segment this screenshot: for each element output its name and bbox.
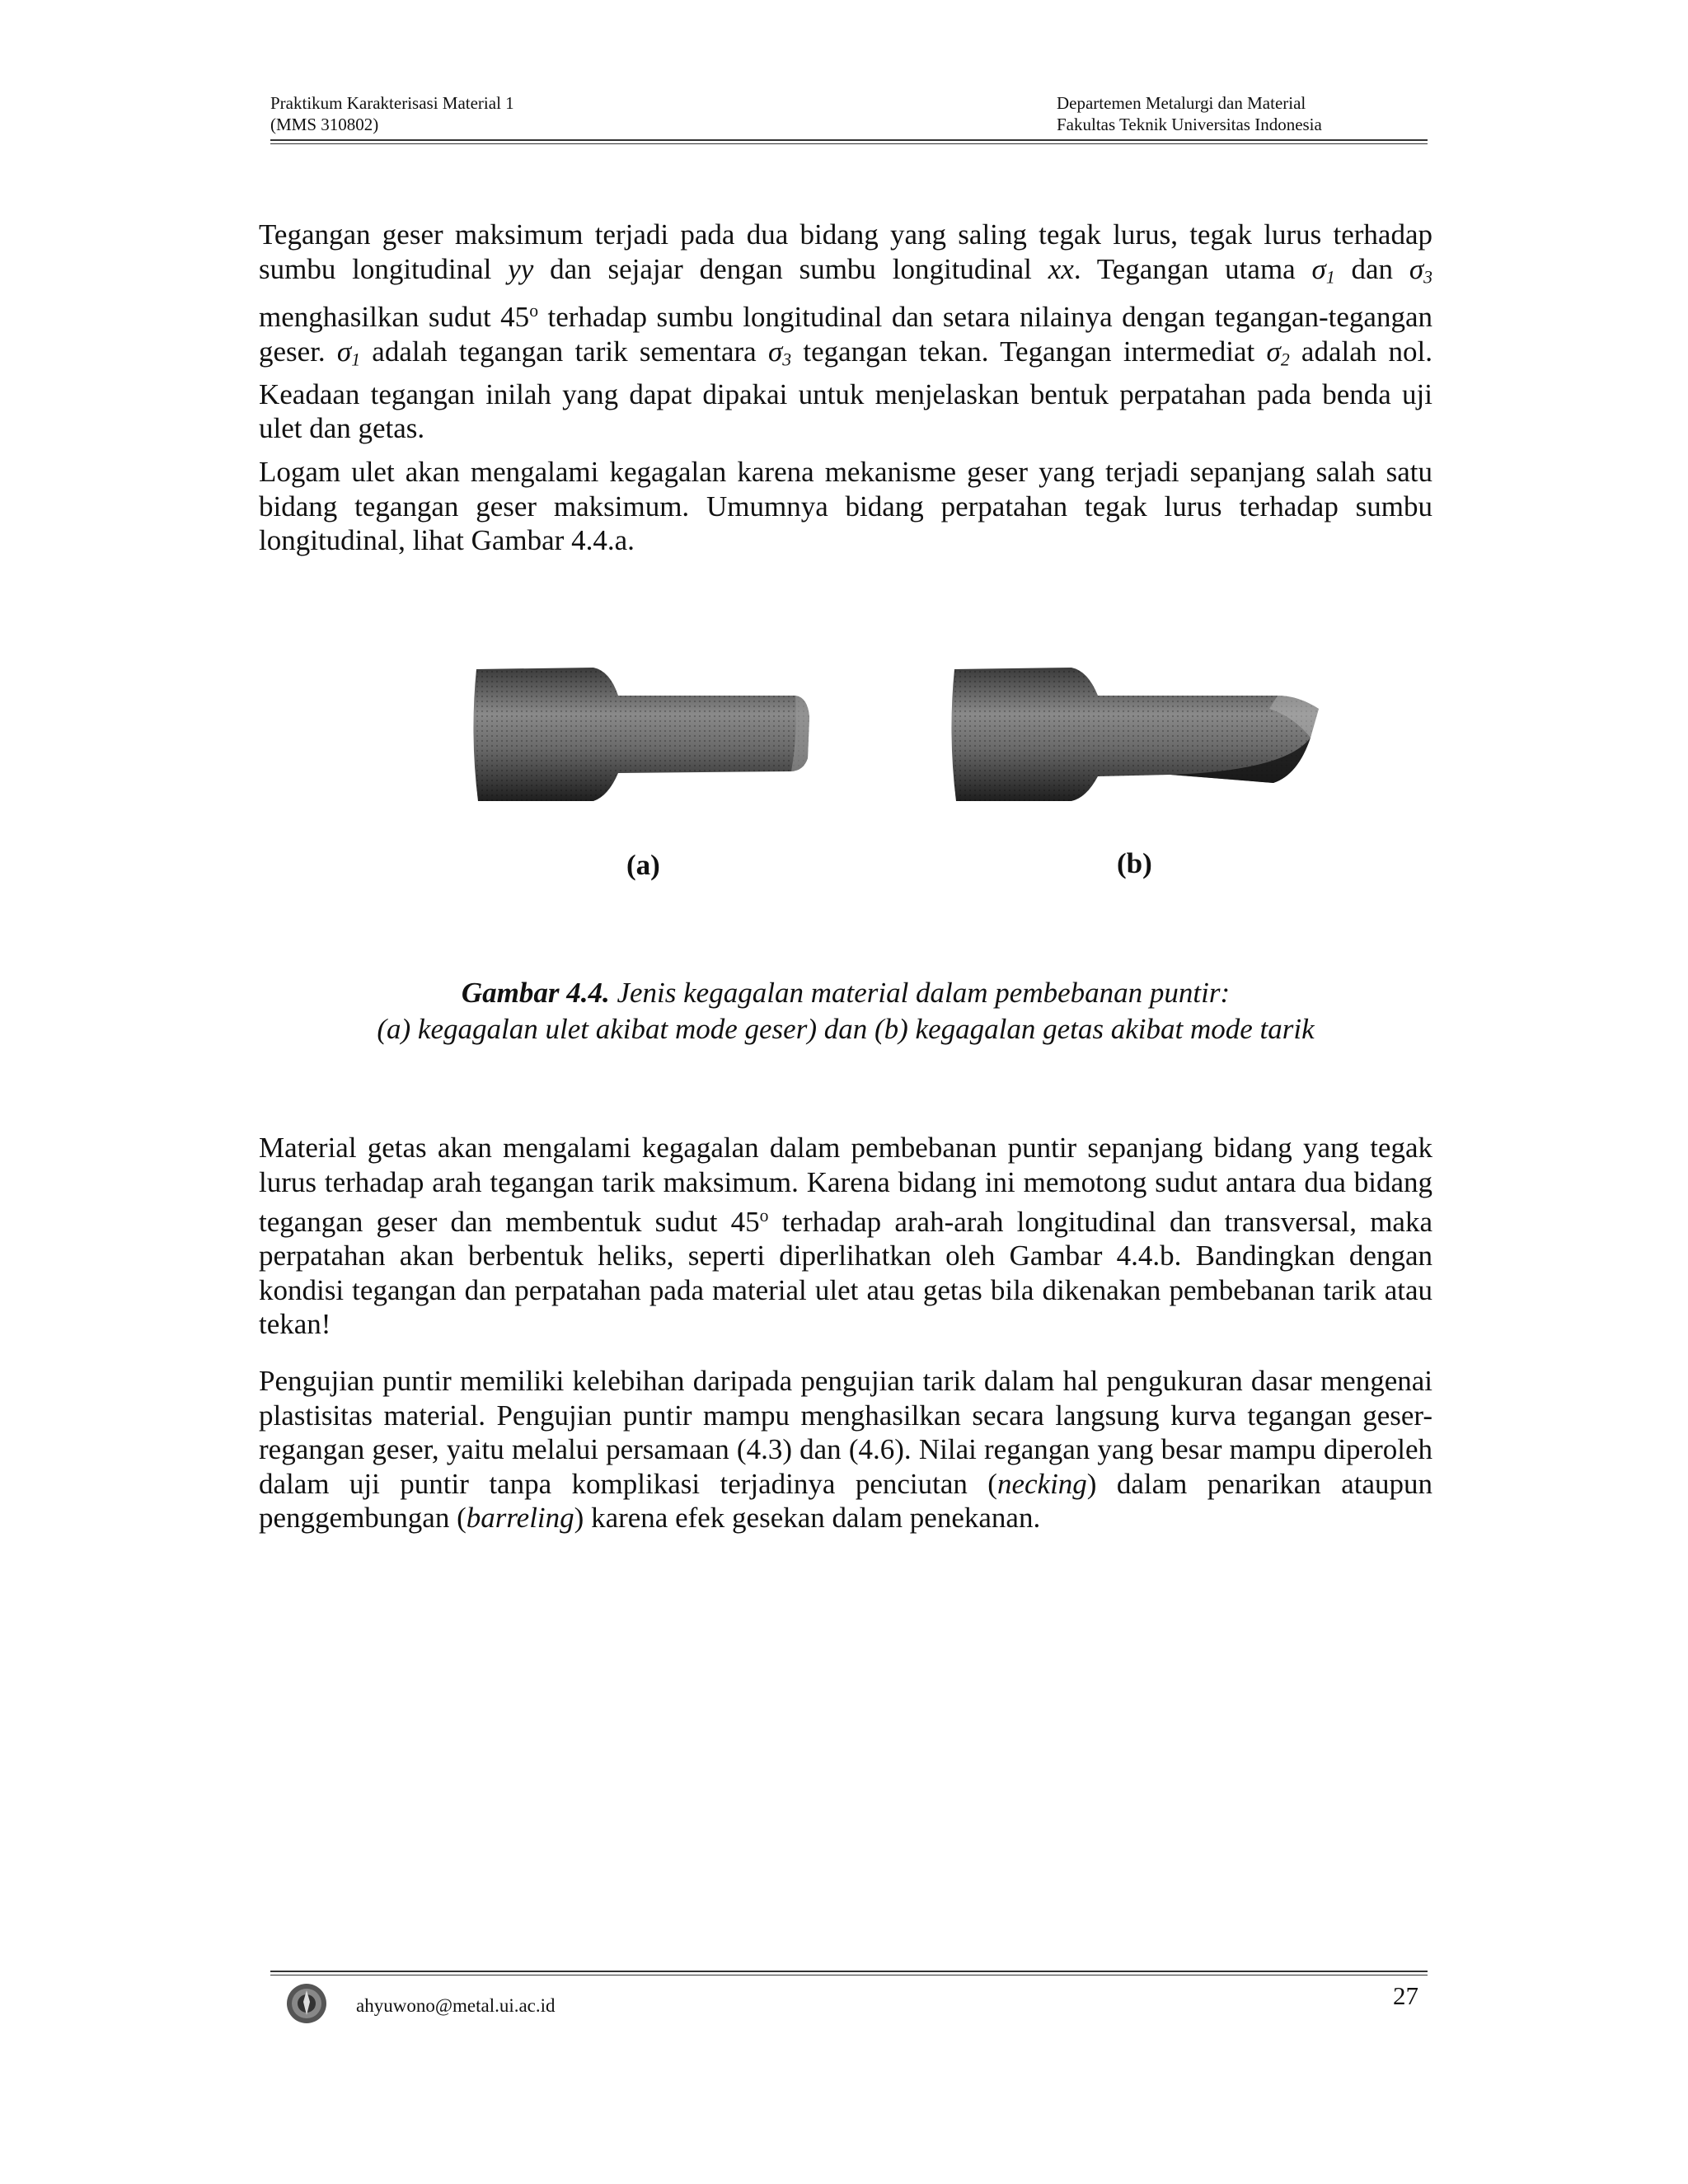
p1-text-5: menghasilkan sudut 45 (259, 301, 530, 334)
p1-text-8: tegangan tekan. Tegangan intermediat (791, 335, 1267, 368)
sigma-3 (1409, 253, 1432, 285)
figure-caption (259, 975, 1432, 1047)
sigma-subscript: 1 (1325, 266, 1335, 287)
department-name: Departemen Metalurgi dan Material (1057, 93, 1306, 113)
sigma-subscript: 1 (351, 349, 361, 370)
footer-email: ahyuwono@metal.ui.ac.id (356, 1995, 556, 2016)
p4-text-3: ) karena efek gesekan dalam penekanan. (574, 1502, 1041, 1534)
caption-line-1 (259, 975, 1432, 1011)
course-code: (MMS 310802) (270, 115, 379, 134)
degree-superscript: o (759, 1206, 769, 1226)
p1-text-2: dan sejajar dengan sumbu longitudinal (533, 252, 1048, 285)
caption-figure-number: Gambar 4.4. (461, 977, 610, 1009)
header-left (270, 92, 514, 135)
caption-title: Jenis kegagalan material dalam pembebanan puntir: (609, 977, 1231, 1009)
sigma-3 (768, 335, 791, 368)
sigma-symbol: σ (1311, 252, 1326, 285)
sigma-subscript: 3 (782, 349, 792, 370)
sigma-subscript: 3 (1423, 266, 1432, 287)
course-title: Praktikum Karakterisasi Material 1 (270, 93, 514, 113)
sigma-symbol: σ (336, 335, 352, 368)
figure-label-b: (b) (1117, 847, 1152, 879)
axis-yy: yy (508, 252, 534, 285)
paragraph-2 (259, 455, 1432, 558)
sigma-symbol: σ (767, 335, 783, 368)
header-right (1057, 92, 1322, 135)
paragraph-4 (259, 1364, 1432, 1535)
sigma-symbol: σ (1409, 252, 1424, 285)
axis-xx: xx (1048, 252, 1074, 285)
degree-superscript: o (529, 301, 539, 321)
p1-text-9: adalah nol. Keadaan tegangan inilah yang dapat dipakai untuk menjelaskan bentuk perpatahan pada benda uji ulet dan getas. (259, 335, 1432, 445)
p1-text-4: dan (1334, 252, 1409, 285)
sigma-1 (337, 335, 360, 368)
p1-text-3: . Tegangan utama (1073, 252, 1312, 285)
sigma-symbol: σ (1266, 335, 1281, 368)
p1-text-1: Tegangan geser maksimum terjadi pada dua bidang yang saling tegak lurus, tegak lurus terhadap sumbu longitudinal (259, 218, 1432, 285)
ductile-fracture-specimen-image (470, 659, 849, 808)
sigma-subscript: 2 (1280, 349, 1290, 370)
p3-text-1: Material getas akan mengalami kegagalan dalam pembebanan puntir sepanjang bidang yang tegak lurus terhadap arah tegangan tarik maksimum. Karena bidang ini memotong sudut antara dua bidang tegangan geser dan membentuk sudut 45 (259, 1132, 1432, 1238)
paragraph-2-text: Logam ulet akan mengalami kegagalan karena mekanisme geser yang terjadi sepanjang salah satu bidang tegangan geser maksimum. Umumnya bidang perpatahan tegak lurus terhadap sumbu longitudinal, lihat Gambar 4.4.a. (259, 456, 1432, 556)
term-barreling: barreling (466, 1502, 574, 1534)
paragraph-1 (259, 218, 1432, 446)
p1-text-7: adalah tegangan tarik sementara (360, 335, 768, 368)
page-number: 27 (1393, 1981, 1418, 2010)
page-header (270, 92, 1428, 142)
caption-line-2: (a) kegagalan ulet akibat mode geser) dan (b) kegagalan getas akibat mode tarik (377, 1013, 1315, 1045)
header-rule (270, 139, 1428, 141)
brittle-fracture-specimen-image (948, 659, 1343, 808)
sigma-1 (1312, 253, 1335, 285)
university-logo-icon (285, 1982, 328, 2025)
p4-text-1: Pengujian puntir memiliki kelebihan daripada pengujian tarik dalam hal pengukuran dasar mengenai plastisitas material. Pengujian puntir mampu menghasilkan secara langsung kurva tegangan geser-regangan geser, yaitu melalui persamaan (4.3) dan (4.6). Nilai regangan yang besar mampu diperoleh dalam uji puntir tanpa komplikasi terjadinya penciutan ( (259, 1365, 1432, 1500)
figure-label-a: (a) (626, 849, 660, 881)
p3-text-2: terhadap arah-arah longitudinal dan transversal, maka perpatahan akan berbentuk heliks, seperti diperlihatkan oleh Gambar 4.4.b. Bandingkan dengan kondisi tegangan dan perpatahan pada material ulet atau getas bila dikenakan pembebanan tarik atau tekan! (259, 1205, 1432, 1341)
paragraph-3 (259, 1131, 1432, 1342)
figure-4-4 (437, 626, 1343, 923)
sigma-2 (1267, 335, 1290, 368)
header-rule-thin (270, 143, 1428, 144)
footer-rule (270, 1971, 1428, 1972)
p4-text-2: ) dalam penarikan ataupun penggembungan ( (259, 1467, 1432, 1534)
p1-text-6: terhadap sumbu longitudinal dan setara nilainya dengan tegangan-tegangan geser. (259, 301, 1433, 368)
faculty-name: Fakultas Teknik Universitas Indonesia (1057, 115, 1322, 134)
term-necking: necking (996, 1467, 1087, 1500)
